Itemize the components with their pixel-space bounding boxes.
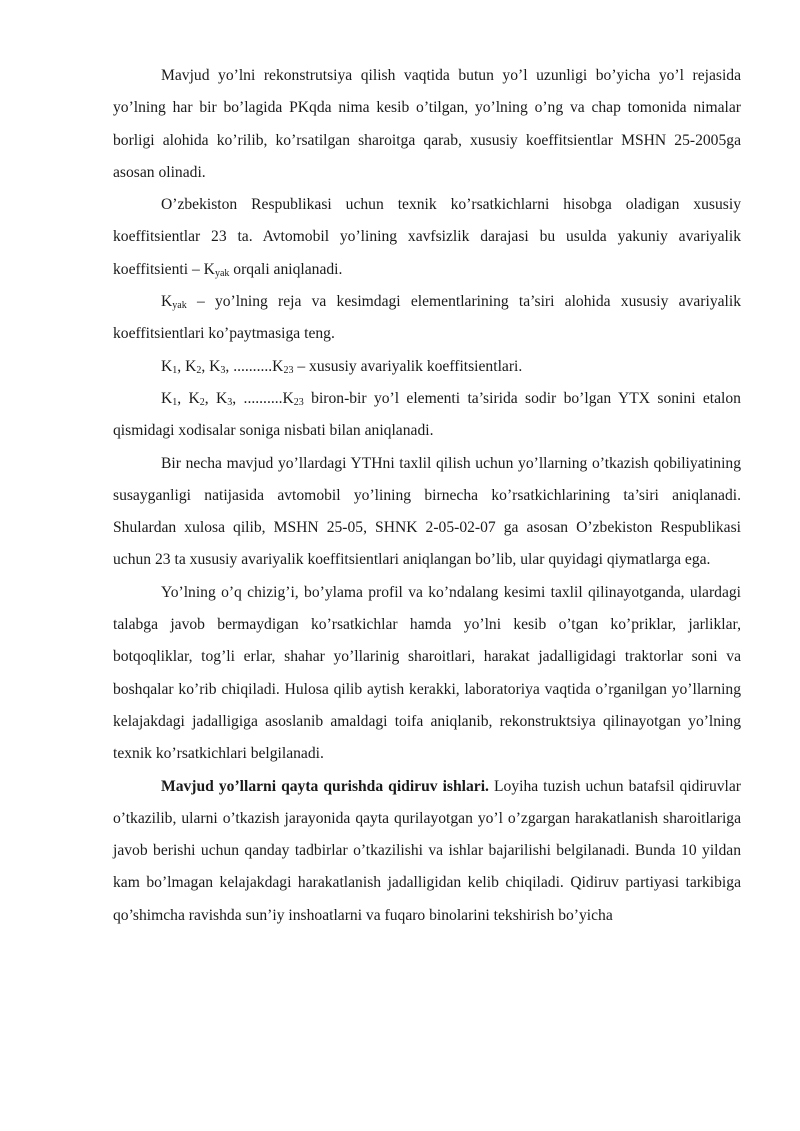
paragraph-text: Mavjud yo’lni rekonstrutsiya qilish vaqtida butun yo’l uzunligi bo’yicha yo’l rejasida yo’lning har bir bo’lagida PKqda nima kesib o’tilgan, yo’lning o’ng va chap tomonida nimalar borligi alohida ko’rilib, ko’rsatilgan sharoitga qarab, xususiy koeffitsientlar MSHN 25-2005ga asosan olinadi. — [113, 67, 741, 181]
subscript: 1 — [172, 364, 178, 376]
subscript: yak — [214, 267, 230, 279]
paragraph-text: , ..........K — [232, 389, 294, 407]
paragraph-text: K — [161, 389, 173, 407]
paragraph-text: K — [161, 357, 173, 375]
paragraph-coefficients-count — [113, 189, 741, 286]
subscript: yak — [172, 300, 187, 312]
subscript: 2 — [199, 396, 205, 408]
paragraph-k-ratio — [113, 383, 741, 448]
paragraph-text: Bir necha mavjud yo’llardagi YTHni taxlil qilish uchun yo’llarning o’tkazish qobiliyatining susayganligi natijasida avtomobil yo’lining birnecha ko’rsatkichlarining ta’siri aniqlanadi. Shulardan xulosa qilib, MSHN 25-05, SHNK 2-05-02-07 ga asosan O’zbekiston Respublikasi uchun 23 ta xususiy avariyalik koeffitsientlari aniqlangan bo’lib, ular quyidagi qiymatlarga ega. — [113, 454, 741, 569]
paragraph-text-tail: – yo’lning reja va kesimdagi elementlarining ta’siri alohida xususiy avariyalik koeffitsientlari ko’paytmasiga teng. — [113, 293, 741, 343]
subscript: 1 — [172, 396, 178, 408]
section-heading: Mavjud yo’llarni qayta qurishda qidiruv ishlari. — [161, 777, 489, 795]
paragraph-text: , ..........K — [225, 357, 284, 375]
paragraph-kyak-definition — [113, 286, 741, 351]
document-page — [113, 60, 741, 932]
paragraph-survey-works — [113, 771, 741, 932]
subscript: 3 — [227, 396, 233, 408]
paragraph-road-axis — [113, 577, 741, 771]
paragraph-k-list — [113, 351, 741, 383]
subscript: 23 — [283, 364, 294, 376]
paragraph-text: , K — [201, 357, 221, 375]
paragraph-text: Loyiha tuzish uchun batafsil qidiruvlar o’tkazilib, ularni o’tkazish jarayonida qayta qurilayotgan yo’l o’zgargan harakatlanish sharoitlariga javob berishi uchun qanday tadbirlar o’tkazilishi va ishlar bajarilishi belgilanadi. Bunda 10 yildan kam bo’lmagan kelajakdagi harakatlanish jadalligidan kelib chiqiladi. Qidiruv partiyasi tarkibiga qo’shimcha ravishda sun’iy inshoatlarni va fuqaro binolarini tekshirish bo’yicha — [113, 777, 741, 924]
paragraph-text: Yo’lning o’q chizig’i, bo’ylama profil va ko’ndalang kesimi taxlil qilinayotganda, ulardagi talabga javob bermaydigan ko’rsatkichlar hamda yo’lni kesib o’tgan ko’priklar, jarliklar, botqoqliklar, tog’li erlar, shahar yo’llarinig sharoitlari, harakat jadalligidagi traktorlar soni va boshqalar ko’rib chiqiladi. Hulosa qilib aytish kerakki, laboratoriya vaqtida o’rganilgan yo’llarning kelajakdagi jadalligiga asoslanib amaldagi toifa aniqlanib, rekonstruktsiya qilinayotgan yo’lning texnik ko’rsatkichlari belgilanadi. — [113, 583, 741, 763]
paragraph-text: , K — [177, 389, 200, 407]
paragraph-text: K — [161, 293, 173, 311]
paragraph-text-tail: orqali aniqlanadi. — [229, 260, 343, 278]
paragraph-text-tail: biron-bir yo’l elementi ta’sirida sodir bo’lgan YTX sonini etalon qismidagi xodisalar soniga nisbati bilan aniqlanadi. — [113, 389, 741, 440]
paragraph-text-tail: – xususiy avariyalik koeffitsientlari. — [293, 357, 523, 375]
paragraph-text: O’zbekiston Respublikasi uchun texnik ko’rsatkichlarni hisobga oladigan xususiy koeffitsientlar 23 ta. Avtomobil yo’lining xavfsizlik darajasi bu usulda yakuniy avariyalik koeffitsienti – K — [113, 196, 741, 278]
paragraph-reconstruction — [113, 60, 741, 189]
subscript: 2 — [196, 364, 202, 376]
paragraph-text: , K — [177, 357, 197, 375]
subscript: 3 — [220, 364, 226, 376]
subscript: 23 — [293, 396, 304, 408]
paragraph-text: , K — [204, 389, 228, 407]
paragraph-ythn-analysis — [113, 448, 741, 577]
